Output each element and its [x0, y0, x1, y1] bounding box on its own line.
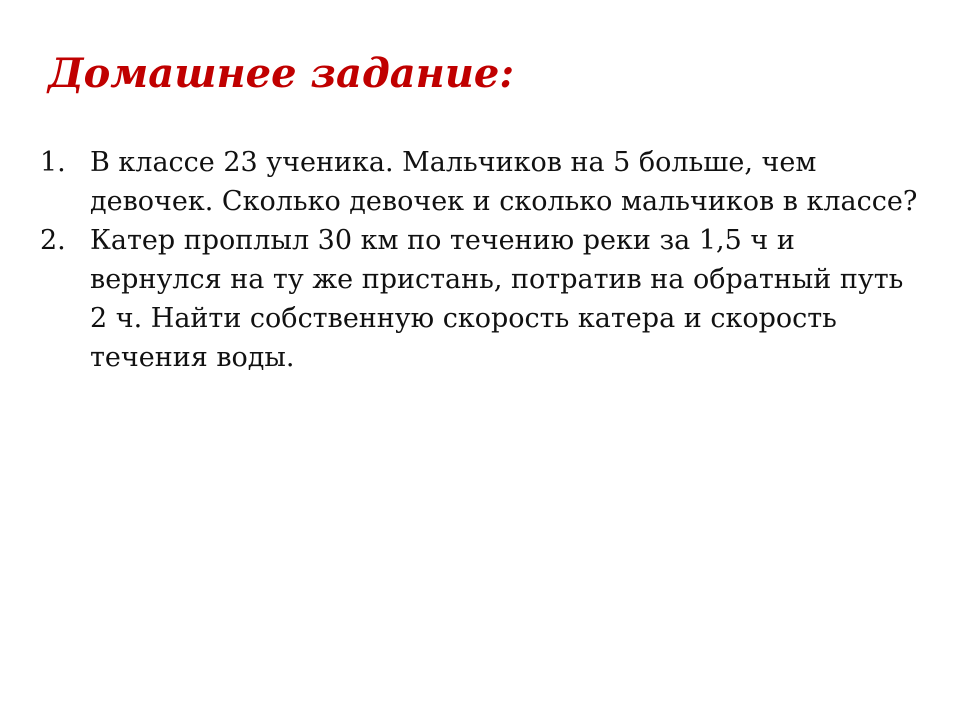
slide-title: Домашнее задание: [48, 50, 515, 97]
task-text: В классе 23 ученика. Мальчиков на 5 больше, чем девочек. Сколько девочек и сколько мальчиков в классе? [90, 147, 918, 217]
task-list [40, 143, 920, 377]
list-item [40, 221, 920, 377]
task-text: Катер проплыл 30 км по течению реки за 1,5 ч и вернулся на ту же пристань, потратив на обратный путь 2 ч. Найти собственную скорость катера и скорость течения воды. [90, 225, 904, 373]
task-number: 2. [40, 225, 66, 256]
task-number: 1. [40, 147, 66, 178]
list-item [40, 143, 920, 221]
